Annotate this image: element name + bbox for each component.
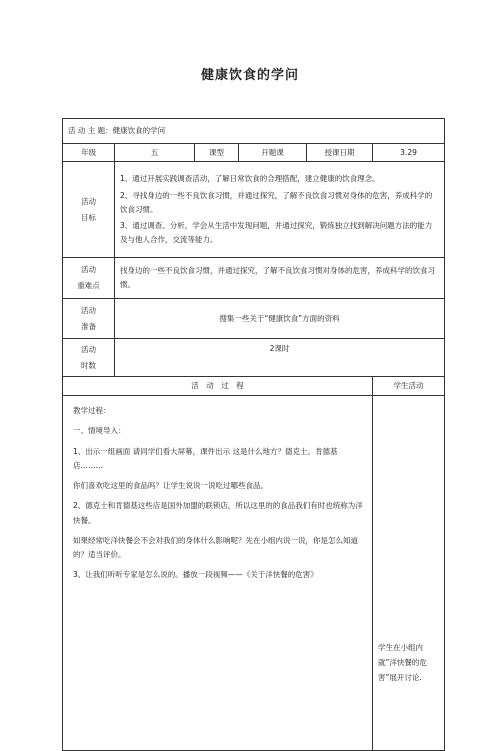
theme-label: 活 动 主 题： — [68, 126, 113, 136]
process-content — [63, 396, 373, 751]
process-line: 教学过程： — [73, 406, 111, 415]
prep-content: 搜集一些关于“健康饮食”方面的资料 — [115, 299, 445, 339]
hours-row — [63, 339, 445, 377]
lesson-plan-table — [62, 118, 445, 751]
goals-row — [63, 162, 445, 258]
grade-label: 年级 — [63, 144, 115, 162]
hours-content: 2课时 — [115, 339, 445, 377]
grade-value: 五 — [115, 144, 195, 162]
keypoints-content: 找身边的一些不良饮食习惯，并通过探究，了解不良饮食习惯对身体的危害，养成科学的饮食习惯。 — [115, 258, 445, 299]
theme-value: 健康饮食的学问 — [112, 126, 166, 136]
goals-label: 活动 目标 — [63, 162, 115, 258]
process-header: 活 动 过 程 — [63, 377, 373, 396]
hours-label: 活动 时数 — [63, 339, 115, 377]
process-line: 2、德克士和肯德基这些店是国外加盟的联锁店，所以这里的的食品我们有时也统称为洋快餐。 — [73, 501, 363, 525]
page-title: 健康饮食的学问 — [200, 68, 299, 83]
type-label: 课型 — [195, 144, 239, 162]
info-row — [63, 144, 445, 162]
theme-cell — [63, 119, 445, 144]
process-line: 3、让我们听听专家是怎么说的。播放一段视频——《关于洋快餐的危害》 — [73, 570, 318, 580]
goals-content — [115, 162, 445, 258]
date-label: 授课日期 — [307, 144, 373, 162]
keypoints-row — [63, 258, 445, 299]
prep-row — [63, 299, 445, 339]
process-line: 1、出示一组画面 请同学们看大屏幕，课件出示 这是什么地方？德克士、肯德基店……… — [73, 446, 338, 470]
date-value: 3.29 — [373, 144, 445, 162]
keypoints-label: 活动 重难点 — [63, 258, 115, 299]
student-header: 学生活动 — [373, 377, 445, 396]
process-row — [63, 396, 445, 751]
type-value: 开题课 — [239, 144, 307, 162]
theme-row — [63, 119, 445, 144]
goal-item: 2、寻找身边的一些不良饮食习惯，并通过探究，了解不良饮食习惯对身体的危害，养成科学的饮食习惯。 — [120, 190, 433, 214]
goal-item: 3、通过调查、分析，学会从生活中发现问题，并通过探究，锻炼独立找到解决问题方法的能力及与他人合作，交流等能力。 — [120, 221, 433, 245]
process-header-row — [63, 377, 445, 396]
prep-label: 活动 准备 — [63, 299, 115, 339]
process-line: 一、情境导入： — [73, 426, 126, 436]
process-line: 你们喜欢吃这里的食品吗？让学生说说一说吃过哪些食品。 — [73, 481, 268, 490]
process-line: 如果经常吃洋快餐会不会对我们的身体什么影响呢？先在小组内说一说，你是怎么知道的？适当评价。 — [73, 535, 358, 559]
goal-item: 1、通过开展实践调查活动，了解日常饮食的合理搭配，建立健康的饮食理念。 — [120, 173, 380, 183]
student-activity: 学生在小组内就”洋快餐的危害”展开讨论. — [373, 396, 445, 751]
